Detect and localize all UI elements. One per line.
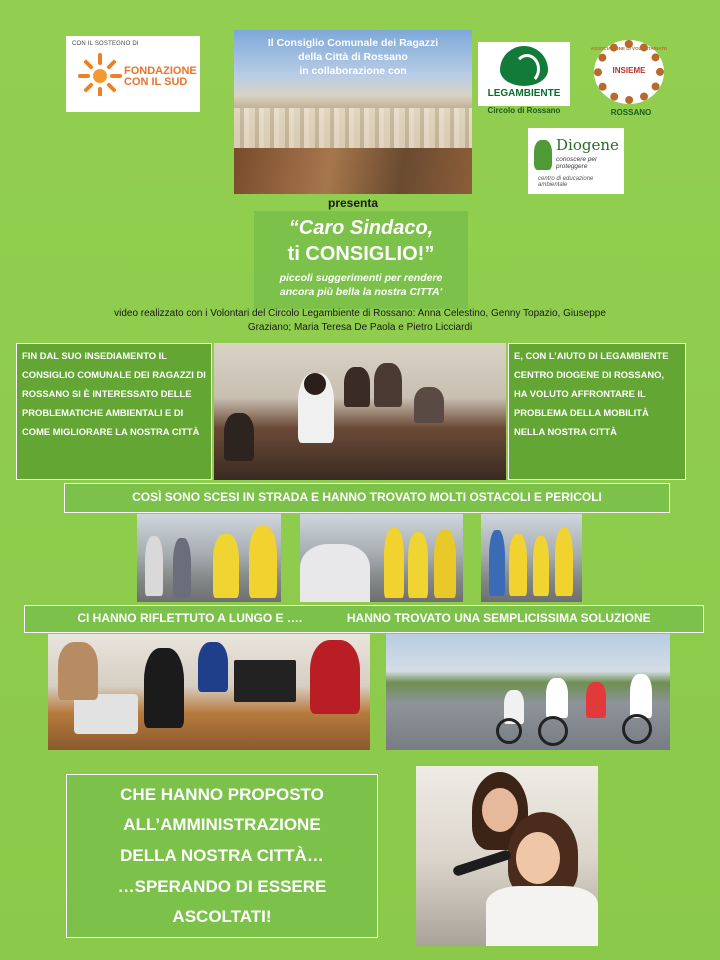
rossano-panorama-photo (234, 30, 472, 194)
closing-message-panel: CHE HANNO PROPOSTO ALL’AMMINISTRAZIONE DELLA NOSTRA CITTÀ… …SPERANDO DI ESSERE ASCOLTATI! (66, 774, 378, 938)
street-walk-photo-1 (137, 514, 281, 602)
diogene-logo: Diogene conoscere per proteggere centro di educazione ambientale (528, 128, 624, 194)
banner-solution (24, 605, 704, 633)
fondazione-support-label: CON IL SOSTEGNO DI (72, 41, 139, 47)
fondazione-name: FONDAZIONE CON IL SUD (124, 65, 197, 88)
sun-icon (78, 52, 122, 96)
credits: video realizzato con i Volontari del Circolo Legambiente di Rossano: Anna Celestino, Genny Topazio, Giuseppe Graziano; Maria Teresa De Paola e Pietro Licciardi (114, 308, 606, 333)
bike-ride-photo (386, 634, 670, 750)
title-panel (254, 211, 468, 309)
intro-text-box: FIN DAL SUO INSEDIAMENTO IL CONSIGLIO COMUNALE DEI RAGAZZI DI ROSSANO SI È INTERESSATO DELLE PROBLEMATICHE AMBIENTALI E DI COME MIGLIORARE LA NOSTRA CITTÀ (16, 343, 212, 480)
leaf-icon (500, 46, 548, 86)
banner-streets: COSÌ SONO SCESI IN STRADA E HANNO TROVATO MOLTI OSTACOLI E PERICOLI (64, 483, 670, 513)
hero-caption: Il Consiglio Comunale dei Ragazzi della Città di Rossano in collaborazione con (267, 37, 439, 77)
town-skyline (234, 108, 472, 148)
hillside (234, 148, 472, 194)
mobility-text-box: E, CON L’AIUTO DI LEGAMBIENTE CENTRO DIOGENE DI ROSSANO, HA VOLUTO AFFRONTARE IL PROBLEMA DELLA MOBILITÀ NELLA NOSTRA CITTÀ (508, 343, 686, 480)
street-walk-photo-2 (300, 514, 463, 602)
legambiente-subtitle: Circolo di Rossano (487, 106, 561, 115)
subtitle: piccoli suggerimenti per rendere ancora più bella la nostra CITTA' (279, 272, 443, 298)
fondazione-logo (66, 36, 200, 112)
insieme-subtitle: ROSSANO (610, 108, 652, 117)
office-meeting-photo (48, 634, 370, 750)
banner-reflected: CI HANNO RIFLETTUTO A LUNGO E …. (77, 611, 303, 625)
title-line-1: “Caro Sindaco, (288, 217, 434, 239)
street-walk-photo-3 (481, 514, 582, 602)
banner-found-solution: HANNO TROVATO UNA SEMPLICISSIMA SOLUZIONE (346, 611, 651, 625)
girl-microphone-photo (416, 766, 598, 946)
insieme-logo: ASSOCIAZIONE DI VOLONTARIATO INSIEME (590, 38, 672, 110)
presenta-label: presenta (327, 196, 379, 210)
legambiente-logo: LEGAMBIENTE (478, 42, 570, 106)
person-icon (534, 140, 552, 170)
title-line-2: ti CONSIGLIO!” (287, 243, 435, 265)
microphone-icon (452, 849, 512, 877)
council-meeting-photo (214, 343, 506, 480)
